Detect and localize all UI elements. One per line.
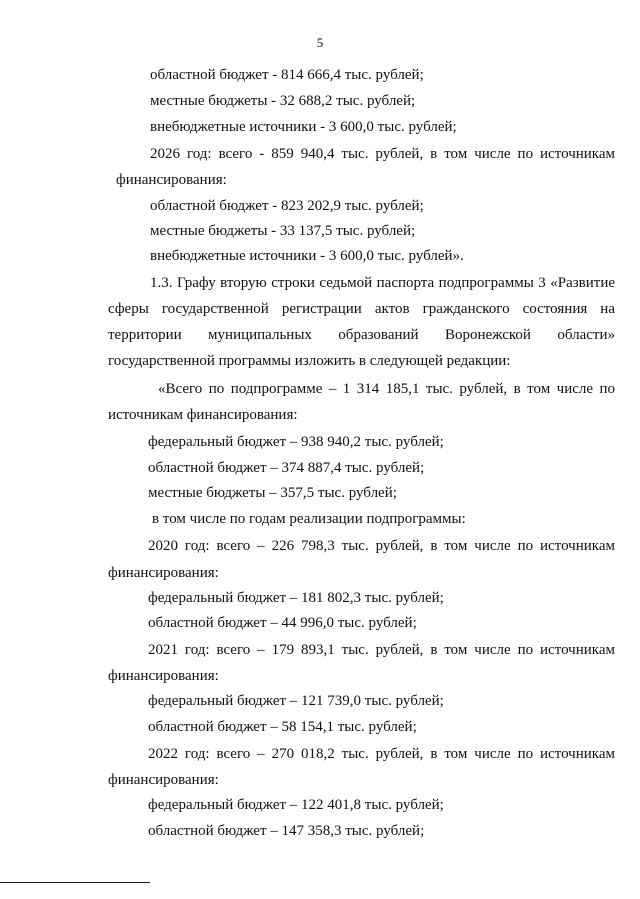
text-line: федеральный бюджет – 938 940,2 тыс. рублей; (148, 434, 444, 450)
text-line: территории муниципальных образований Воронежской области» (108, 327, 615, 343)
text-line: источникам финансирования: (108, 407, 298, 423)
text-line: 2022 год: всего – 270 018,2 тыс. рублей, в том числе по источникам (148, 746, 615, 762)
text-line: финансирования: (108, 668, 219, 684)
text-line: федеральный бюджет – 122 401,8 тыс. рублей; (148, 797, 444, 813)
text-line: областной бюджет – 374 887,4 тыс. рублей; (148, 460, 425, 476)
text-line: внебюджетные источники - 3 600,0 тыс. рублей; (150, 119, 457, 135)
text-line: финансирования: (116, 172, 227, 188)
text-line: федеральный бюджет – 181 802,3 тыс. рублей; (148, 590, 444, 606)
text-line: областной бюджет – 58 154,1 тыс. рублей; (148, 719, 417, 735)
footnote-divider (0, 882, 150, 883)
text-line: в том числе по годам реализации подпрограммы: (152, 511, 466, 527)
text-line: местные бюджеты - 33 137,5 тыс. рублей; (150, 223, 416, 239)
page-number: 5 (316, 35, 324, 50)
text-line: местные бюджеты - 32 688,2 тыс. рублей; (150, 93, 416, 109)
text-line: областной бюджет – 147 358,3 тыс. рублей; (148, 823, 425, 839)
text-line: государственной программы изложить в следующей редакции: (108, 353, 511, 369)
text-line: областной бюджет - 814 666,4 тыс. рублей; (150, 67, 424, 83)
text-line: 1.3. Графу вторую строки седьмой паспорта подпрограммы 3 «Развитие (150, 275, 615, 291)
text-line: внебюджетные источники - 3 600,0 тыс. рублей». (150, 248, 464, 264)
text-line: местные бюджеты – 357,5 тыс. рублей; (148, 485, 397, 501)
text-line: областной бюджет - 823 202,9 тыс. рублей; (150, 198, 424, 214)
text-line: сферы государственной регистрации актов гражданского состояния на (108, 301, 615, 317)
text-line: областной бюджет – 44 996,0 тыс. рублей; (148, 615, 417, 631)
text-line: федеральный бюджет – 121 739,0 тыс. рублей; (148, 693, 444, 709)
text-line: 2020 год: всего – 226 798,3 тыс. рублей, в том числе по источникам (148, 538, 615, 554)
text-line: «Всего по подпрограмме – 1 314 185,1 тыс. рублей, в том числе по (158, 381, 615, 397)
text-line: 2026 год: всего - 859 940,4 тыс. рублей, в том числе по источникам (150, 146, 615, 162)
text-line: 2021 год: всего – 179 893,1 тыс. рублей, в том числе по источникам (148, 642, 615, 658)
text-line: финансирования: (108, 565, 219, 581)
text-line: финансирования: (108, 772, 219, 788)
